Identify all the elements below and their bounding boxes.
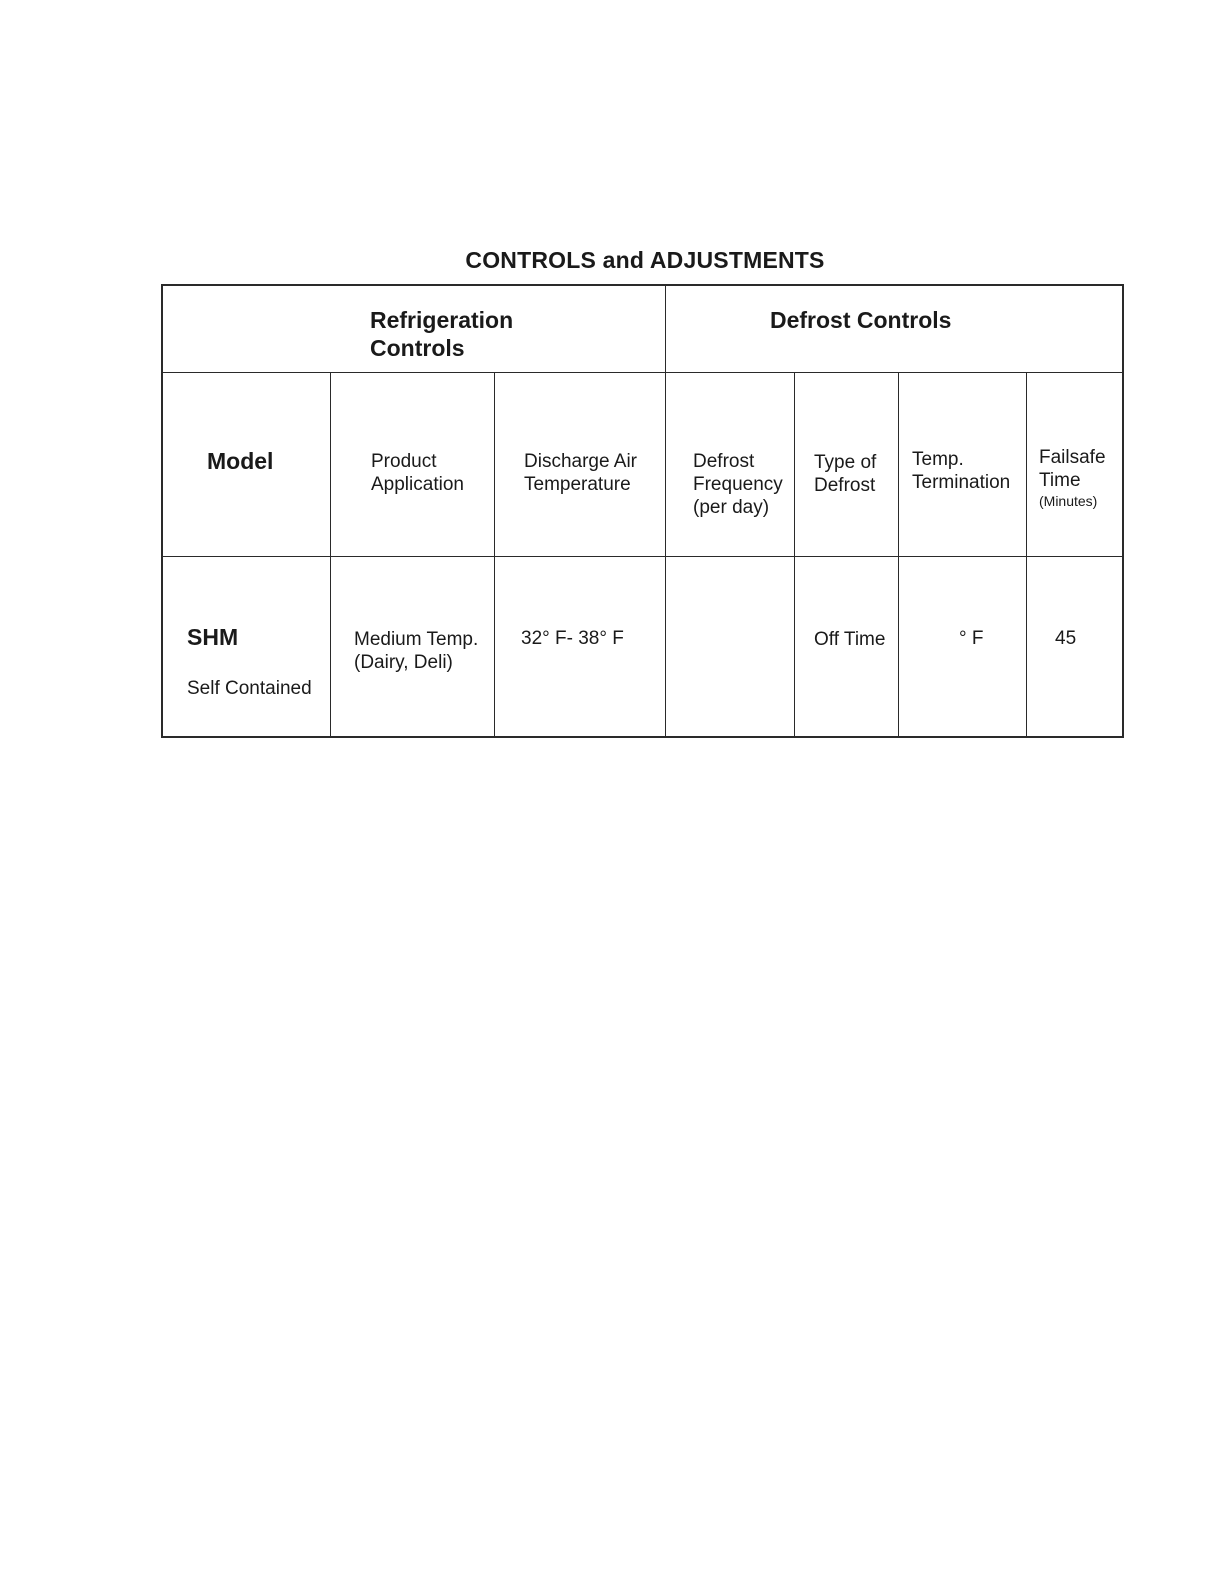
- table-border-left: [161, 284, 163, 738]
- group-divider: [665, 284, 666, 738]
- col-divider-2: [494, 372, 495, 738]
- table-border-top: [161, 284, 1123, 286]
- col-header-frequency-line2: Frequency: [693, 474, 783, 495]
- col-divider-1: [330, 372, 331, 738]
- col-header-frequency-line1: Defrost: [693, 451, 755, 472]
- defrost-header: Defrost Controls: [770, 307, 952, 333]
- row-divider: [161, 556, 1123, 557]
- col-header-termination-line1: Temp.: [912, 449, 964, 470]
- col-header-discharge-line1: Discharge Air: [524, 451, 637, 472]
- col-header-product-line1: Product: [371, 451, 437, 472]
- col-header-termination-line2: Termination: [912, 472, 1011, 493]
- col-divider-4: [794, 372, 795, 738]
- col-header-failsafe-line3: (Minutes): [1039, 493, 1098, 509]
- col-divider-6: [1026, 372, 1027, 738]
- page-title: CONTROLS and ADJUSTMENTS: [465, 247, 825, 273]
- col-header-type-line2: Defrost: [814, 475, 876, 496]
- row-product-line1: Medium Temp.: [354, 629, 479, 650]
- col-header-frequency-line3: (per day): [693, 497, 770, 518]
- table-border-right: [1122, 284, 1124, 738]
- table-border-bottom: [161, 736, 1123, 738]
- row-model: SHM: [187, 624, 239, 650]
- col-header-type-line1: Type of: [814, 452, 877, 473]
- row-product-line2: (Dairy, Deli): [354, 652, 453, 673]
- row-model-sub: Self Contained: [187, 678, 312, 699]
- refrigeration-header-line2: Controls: [370, 335, 465, 361]
- col-header-failsafe-line1: Failsafe: [1039, 447, 1106, 468]
- row-failsafe-time: 45: [1055, 628, 1077, 649]
- refrigeration-header-line1: Refrigeration: [370, 307, 514, 333]
- header-divider: [161, 372, 1123, 373]
- row-type-of-defrost: Off Time: [814, 629, 886, 650]
- row-temp-termination: ° F: [959, 628, 984, 649]
- col-header-product-line2: Application: [371, 474, 464, 495]
- row-discharge-air: 32° F- 38° F: [521, 628, 624, 649]
- col-header-discharge-line2: Temperature: [524, 474, 631, 495]
- col-divider-5: [898, 372, 899, 738]
- col-header-failsafe-line2: Time: [1039, 470, 1081, 491]
- col-header-model: Model: [207, 448, 274, 474]
